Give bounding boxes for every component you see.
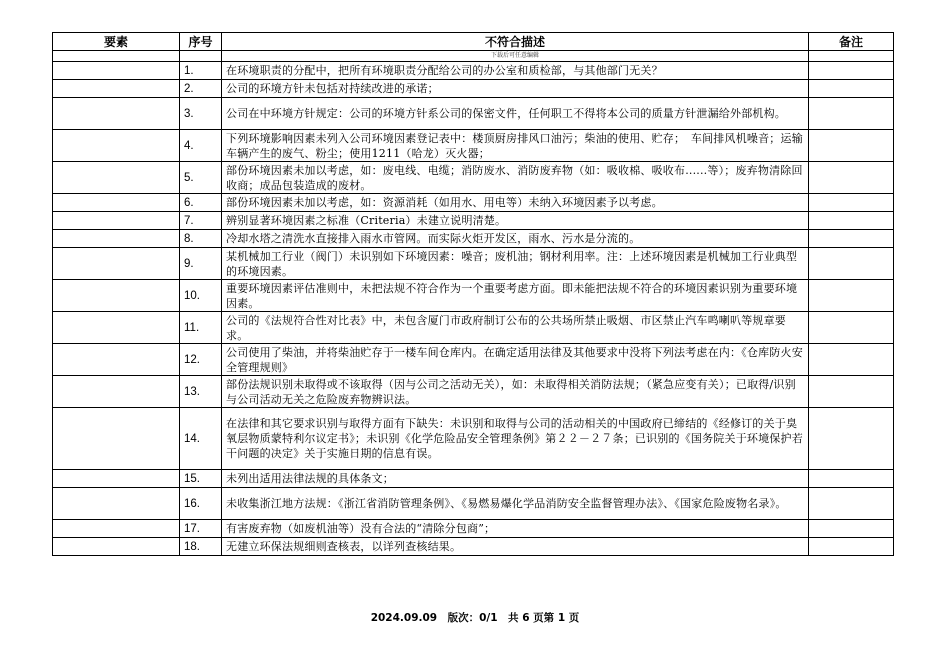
- table-row: [53, 280, 894, 312]
- remark-cell: [809, 62, 894, 80]
- seq-cell: 5.: [180, 162, 222, 194]
- remark-cell: [809, 470, 894, 488]
- element-cell: [53, 280, 180, 312]
- element-cell: [53, 312, 180, 344]
- element-cell: [53, 344, 180, 376]
- seq-cell: 3.: [180, 98, 222, 130]
- element-cell: [53, 98, 180, 130]
- desc-cell: 公司使用了柴油，并将柴油贮存于一楼车间仓库内。在确定适用法律及其他要求中没将下列法考虑在内：《仓库防火安全管理规则》: [222, 344, 809, 376]
- nonconformity-table: [52, 32, 894, 556]
- remark-cell: [809, 312, 894, 344]
- desc-cell: 在环境职责的分配中，把所有环境职责分配给公司的办公室和质检部，与其他部门无关？: [222, 62, 809, 80]
- desc-cell: 公司在中环境方针规定：公司的环境方针系公司的保密文件，任何职工不得将本公司的质量方针泄漏给外部机构。: [222, 98, 809, 130]
- remark-cell: [809, 538, 894, 556]
- seq-cell: 4.: [180, 130, 222, 162]
- table-row: [53, 130, 894, 162]
- element-cell: [53, 230, 180, 248]
- element-cell: [53, 538, 180, 556]
- desc-cell: 某机械加工行业（阀门）未识别如下环境因素：噪音；废机油；钢材利用率。注：上述环境因素是机械加工行业典型的环境因素。: [222, 248, 809, 280]
- table-row: [53, 520, 894, 538]
- remark-cell: [809, 408, 894, 470]
- desc-cell: 重要环境因素评估准则中，未把法规不符合作为一个重要考虑方面。即未能把法规不符合的环境因素识别为重要环境因素。: [222, 280, 809, 312]
- remark-cell: [809, 162, 894, 194]
- seq-cell: 16.: [180, 488, 222, 520]
- table-row: [53, 98, 894, 130]
- table-row: [53, 408, 894, 470]
- seq-cell: 17.: [180, 520, 222, 538]
- remark-cell: [809, 280, 894, 312]
- element-cell: [53, 408, 180, 470]
- header-desc: 不符合描述: [222, 33, 809, 51]
- watermark-row: [53, 51, 894, 62]
- table-row: [53, 376, 894, 408]
- element-cell: [53, 470, 180, 488]
- seq-cell: 11.: [180, 312, 222, 344]
- seq-cell: 9.: [180, 248, 222, 280]
- element-cell: [53, 520, 180, 538]
- desc-cell: 未收集浙江地方法规：《浙江省消防管理条例》、《易燃易爆化学品消防安全监督管理办法》、《国家危险废物名录》。: [222, 488, 809, 520]
- remark-cell: [809, 488, 894, 520]
- table-row: [53, 230, 894, 248]
- table-row: [53, 62, 894, 80]
- remark-cell: [809, 520, 894, 538]
- desc-cell: 冷却水塔之清洗水直接排入雨水市管网。而实际火炬开发区，雨水、污水是分流的。: [222, 230, 809, 248]
- seq-cell: 10.: [180, 280, 222, 312]
- remark-cell: [809, 212, 894, 230]
- seq-cell: 7.: [180, 212, 222, 230]
- desc-cell: 公司的环境方针未包括对持续改进的承诺；: [222, 80, 809, 98]
- desc-cell: 下列环境影响因素未列入公司环境因素登记表中：楼顶厨房排风口油污；柴油的使用、贮存； 车间排风机噪音；运输车辆产生的废气、粉尘；使用1211（哈龙）灭火器；: [222, 130, 809, 162]
- remark-cell: [809, 98, 894, 130]
- table-row: [53, 470, 894, 488]
- element-cell: [53, 80, 180, 98]
- page-footer: 2024.09.09 版次：0/1 共 6 页第 1 页: [370, 612, 580, 624]
- desc-cell: 未列出适用法律法规的具体条文；: [222, 470, 809, 488]
- table-row: [53, 194, 894, 212]
- desc-cell: 在法律和其它要求识别与取得方面有下缺失：未识别和取得与公司的活动相关的中国政府已缔结的《经修订的关于臭氧层物质蒙特利尔议定书》；未识别《化学危险品安全管理条例》第２２－２７条；已识别的《国务院关于环境保护若干问题的决定》关于实施日期的信息有误。: [222, 408, 809, 470]
- seq-cell: 6.: [180, 194, 222, 212]
- desc-cell: 无建立环保法规细则查核表，以详列查核结果。: [222, 538, 809, 556]
- header-row: [53, 33, 894, 51]
- element-cell: [53, 162, 180, 194]
- seq-cell: 14.: [180, 408, 222, 470]
- remark-cell: [809, 130, 894, 162]
- watermark-text: 下载后可任意编辑: [222, 51, 809, 62]
- remark-cell: [809, 248, 894, 280]
- desc-cell: 部份环境因素未加以考虑，如：废电线、电缆；消防废水、消防废弃物（如：吸收棉、吸收布......等）；废弃物清除回收商；成品包装造成的废材。: [222, 162, 809, 194]
- table-row: [53, 312, 894, 344]
- seq-cell: 1.: [180, 62, 222, 80]
- table-row: [53, 212, 894, 230]
- table-row: [53, 248, 894, 280]
- remark-cell: [809, 376, 894, 408]
- remark-cell: [809, 194, 894, 212]
- element-cell: [53, 194, 180, 212]
- remark-cell: [809, 230, 894, 248]
- seq-cell: 12.: [180, 344, 222, 376]
- desc-cell: 部份环境因素未加以考虑，如：资源消耗（如用水、用电等）未纳入环境因素予以考虑。: [222, 194, 809, 212]
- desc-cell: 有害废弃物（如废机油等）没有合法的“清除分包商”；: [222, 520, 809, 538]
- element-cell: [53, 248, 180, 280]
- seq-cell: 15.: [180, 470, 222, 488]
- seq-cell: 2.: [180, 80, 222, 98]
- desc-cell: 部份法规识别未取得或不该取得（因与公司之活动无关），如：未取得相关消防法规；（紧急应变有关）；已取得/识别与公司活动无关之危险废弃物辨识法。: [222, 376, 809, 408]
- table-row: [53, 538, 894, 556]
- header-element: 要素: [53, 33, 180, 51]
- table-row: [53, 488, 894, 520]
- remark-cell: [809, 344, 894, 376]
- table-row: [53, 80, 894, 98]
- seq-cell: 18.: [180, 538, 222, 556]
- table-row: [53, 162, 894, 194]
- header-remark: 备注: [809, 33, 894, 51]
- remark-cell: [809, 80, 894, 98]
- element-cell: [53, 62, 180, 80]
- seq-cell: 13.: [180, 376, 222, 408]
- element-cell: [53, 488, 180, 520]
- header-seq: 序号: [180, 33, 222, 51]
- element-cell: [53, 212, 180, 230]
- element-cell: [53, 376, 180, 408]
- desc-cell: 辨别显著环境因素之标准（Criteria）未建立说明清楚。: [222, 212, 809, 230]
- seq-cell: 8.: [180, 230, 222, 248]
- desc-cell: 公司的《法规符合性对比表》中，未包含厦门市政府制订公布的公共场所禁止吸烟、市区禁止汽车鸣喇叭等规章要求。: [222, 312, 809, 344]
- element-cell: [53, 130, 180, 162]
- table-row: [53, 344, 894, 376]
